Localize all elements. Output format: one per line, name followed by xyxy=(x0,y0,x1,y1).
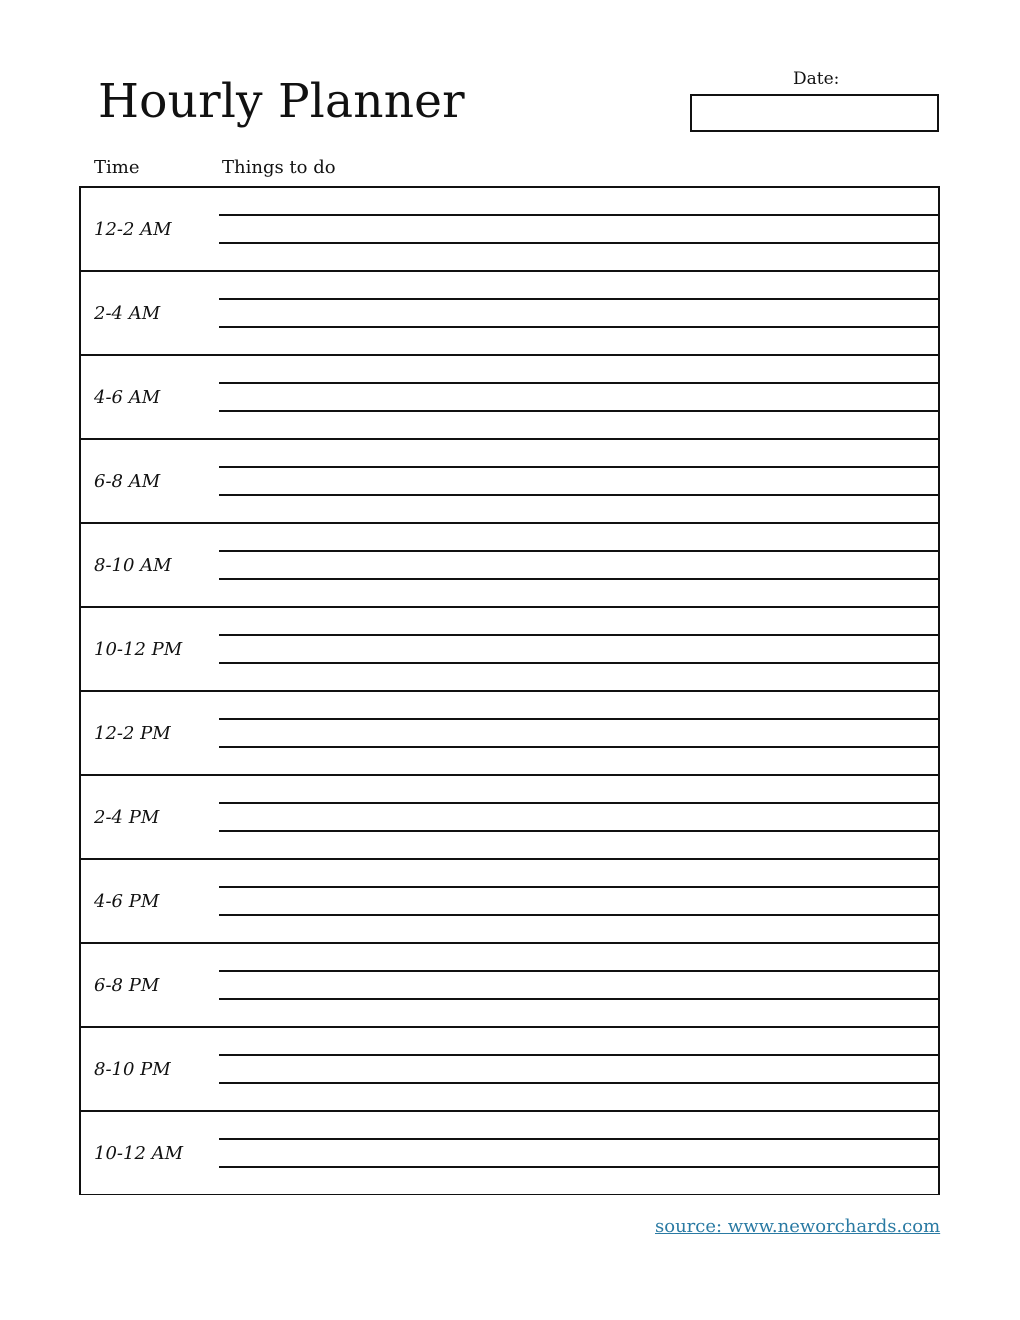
time-slot-label: 10-12 AM xyxy=(94,1143,184,1164)
date-field[interactable] xyxy=(690,94,939,132)
time-slot-label: 12-2 PM xyxy=(94,723,171,744)
time-slot-label: 10-12 PM xyxy=(94,639,183,660)
writing-line[interactable] xyxy=(219,802,938,804)
writing-line[interactable] xyxy=(219,634,938,636)
time-slot-row xyxy=(81,440,938,524)
writing-line[interactable] xyxy=(219,298,938,300)
time-column-header: Time xyxy=(94,157,140,178)
writing-line[interactable] xyxy=(219,466,938,468)
time-slot-label: 2-4 AM xyxy=(94,303,161,324)
writing-line[interactable] xyxy=(219,494,938,496)
writing-line[interactable] xyxy=(219,410,938,412)
time-slot-row xyxy=(81,188,938,272)
time-slot-row xyxy=(81,1028,938,1112)
writing-line[interactable] xyxy=(219,550,938,552)
writing-line[interactable] xyxy=(219,886,938,888)
time-slot-label: 8-10 PM xyxy=(94,1059,171,1080)
writing-line[interactable] xyxy=(219,326,938,328)
writing-line[interactable] xyxy=(219,914,938,916)
time-slot-label: 8-10 AM xyxy=(94,555,172,576)
writing-line[interactable] xyxy=(219,1082,938,1084)
writing-line[interactable] xyxy=(219,1166,938,1168)
time-slot-row xyxy=(81,860,938,944)
writing-line[interactable] xyxy=(219,746,938,748)
time-slot-row xyxy=(81,776,938,860)
time-slot-row xyxy=(81,692,938,776)
time-slot-row xyxy=(81,944,938,1028)
time-slot-row xyxy=(81,608,938,692)
writing-line[interactable] xyxy=(219,1054,938,1056)
writing-line[interactable] xyxy=(219,662,938,664)
time-slot-row xyxy=(81,524,938,608)
writing-line[interactable] xyxy=(219,578,938,580)
planner-grid xyxy=(79,186,940,1195)
time-slot-row xyxy=(81,1112,938,1196)
time-slot-label: 6-8 AM xyxy=(94,471,161,492)
writing-line[interactable] xyxy=(219,998,938,1000)
time-slot-label: 6-8 PM xyxy=(94,975,160,996)
writing-line[interactable] xyxy=(219,242,938,244)
time-slot-row xyxy=(81,272,938,356)
writing-line[interactable] xyxy=(219,718,938,720)
things-to-do-column-header: Things to do xyxy=(222,157,336,178)
time-slot-label: 4-6 AM xyxy=(94,387,161,408)
page-title: Hourly Planner xyxy=(98,74,465,129)
writing-line[interactable] xyxy=(219,970,938,972)
date-label: Date: xyxy=(793,69,840,89)
time-slot-label: 4-6 PM xyxy=(94,891,160,912)
source-link[interactable]: source: www.neworchards.com xyxy=(655,1216,941,1237)
writing-line[interactable] xyxy=(219,830,938,832)
writing-line[interactable] xyxy=(219,214,938,216)
time-slot-row xyxy=(81,356,938,440)
writing-line[interactable] xyxy=(219,382,938,384)
time-slot-label: 2-4 PM xyxy=(94,807,160,828)
time-slot-label: 12-2 AM xyxy=(94,219,172,240)
writing-line[interactable] xyxy=(219,1138,938,1140)
